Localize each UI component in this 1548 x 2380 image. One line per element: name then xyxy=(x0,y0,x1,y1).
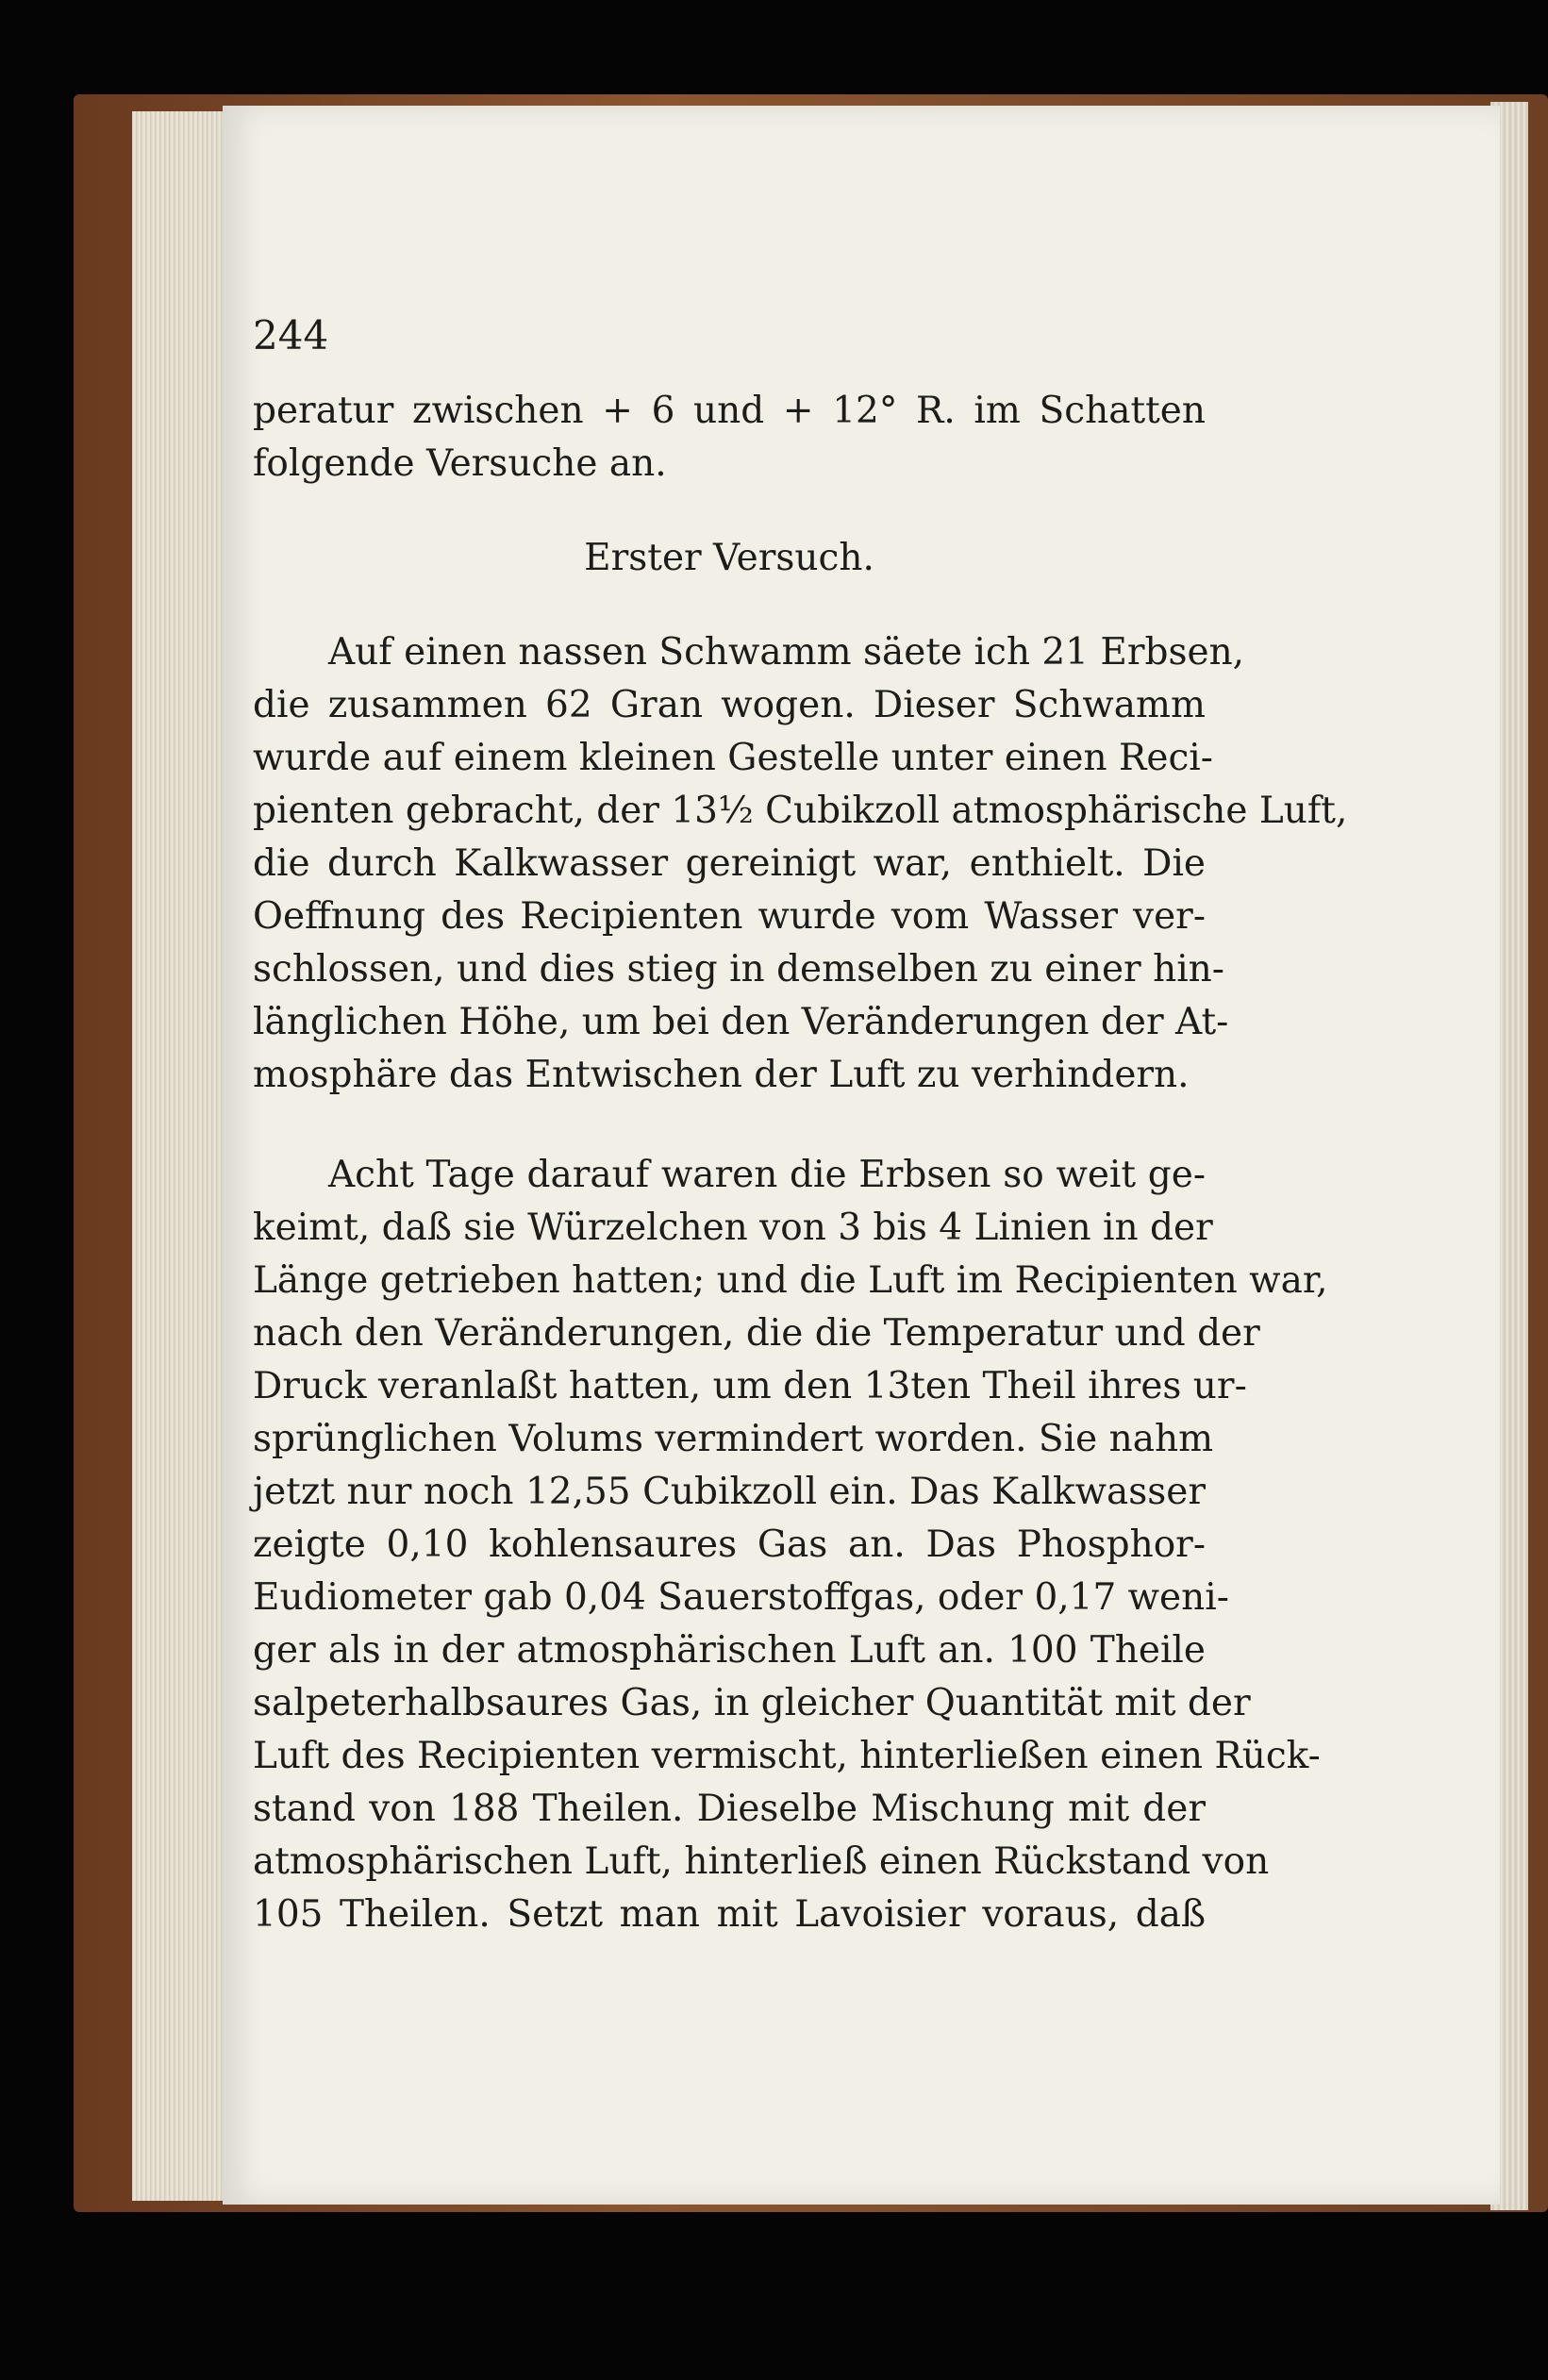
text-line: zeigte 0,10 kohlensaures Gas an. Das Phosphor- xyxy=(253,1523,1206,1566)
text-line: nach den Veränderungen, die die Temperatur und der xyxy=(253,1312,1260,1355)
text-line: wurde auf einem kleinen Gestelle unter einen Reci- xyxy=(253,737,1213,779)
text-line: jetzt nur noch 12,55 Cubikzoll ein. Das Kalkwasser xyxy=(253,1471,1206,1513)
text-line: Länge getrieben hatten; und die Luft im Recipienten war, xyxy=(253,1259,1328,1302)
text-line: mosphäre das Entwischen der Luft zu verhindern. xyxy=(253,1054,1190,1096)
text-line: länglichen Höhe, um bei den Veränderungen der At- xyxy=(253,1001,1229,1043)
text-line: sprünglichen Volums vermindert worden. Sie nahm xyxy=(253,1418,1214,1460)
text-line: salpeterhalbsaures Gas, in gleicher Quantität mit der xyxy=(253,1682,1251,1724)
text-line: Acht Tage darauf waren die Erbsen so weit ge- xyxy=(328,1154,1206,1196)
text-line: 105 Theilen. Setzt man mit Lavoisier voraus, daß xyxy=(253,1893,1206,1936)
text-line: die zusammen 62 Gran wogen. Dieser Schwamm xyxy=(253,684,1206,726)
text-line: schlossen, und dies stieg in demselben zu einer hin- xyxy=(253,948,1224,990)
text-line: Oeffnung des Recipienten wurde vom Wasser ver- xyxy=(253,895,1206,938)
text-line: keimt, daß sie Würzelchen von 3 bis 4 Linien in der xyxy=(253,1207,1213,1249)
text-line: Druck veranlaßt hatten, um den 13ten Theil ihres ur- xyxy=(253,1365,1247,1407)
text-line: die durch Kalkwasser gereinigt war, enthielt. Die xyxy=(253,842,1206,885)
text-line: folgende Versuche an. xyxy=(253,442,667,485)
text-line: atmosphärischen Luft, hinterließ einen Rückstand von xyxy=(253,1840,1270,1883)
section-heading: Erster Versuch. xyxy=(584,537,874,579)
text-line: stand von 188 Theilen. Dieselbe Mischung mit der xyxy=(253,1788,1206,1830)
text-line: ger als in der atmosphärischen Luft an. 100 Theile xyxy=(253,1629,1206,1672)
text-line: Luft des Recipienten vermischt, hinterließen einen Rück- xyxy=(253,1735,1321,1777)
text-line: pienten gebracht, der 13½ Cubikzoll atmosphärische Luft, xyxy=(253,790,1348,832)
page-number: 244 xyxy=(253,312,329,358)
text-line: peratur zwischen + 6 und + 12° R. im Schatten xyxy=(253,390,1206,432)
text-line: Eudiometer gab 0,04 Sauerstoffgas, oder 0,17 weni- xyxy=(253,1576,1229,1619)
text-line: Auf einen nassen Schwamm säete ich 21 Erbsen, xyxy=(328,631,1245,674)
